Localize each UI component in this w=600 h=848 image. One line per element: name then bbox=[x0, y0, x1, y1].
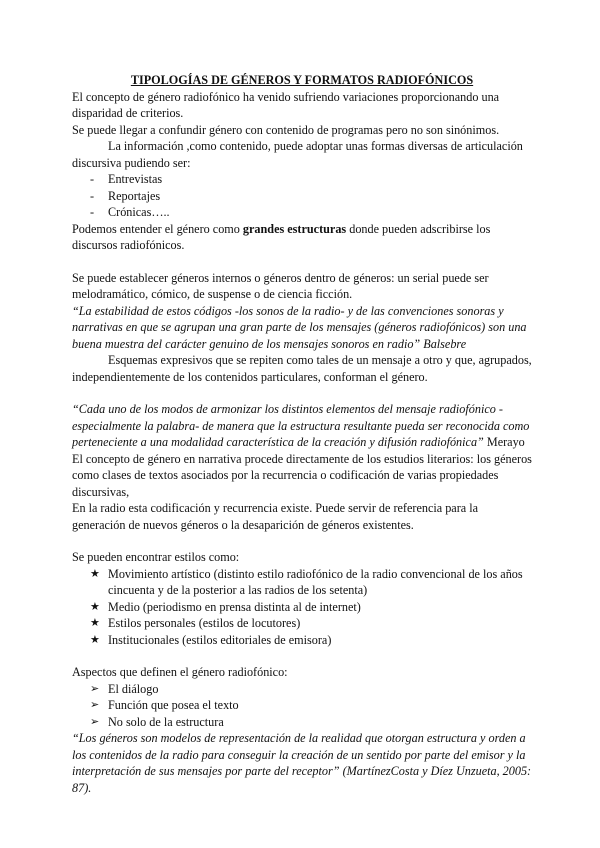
list-item: - Crónicas….. bbox=[90, 205, 170, 219]
list-item: - Reportajes bbox=[90, 188, 161, 203]
quote-martinez-costa: “Los géneros son modelos de representación de la realidad que otorgan estructura y orden a los contenidos de la radio para conseguir la creación de un sentido por parte del emisor y la interpretación de sus mensajes por parte del receptor” (MartínezCosta y Díez Unzueta, 2005: 87). bbox=[72, 731, 532, 795]
quote-balsebre: “La estabilidad de estos códigos -los sonos de la radio- y de las convenciones sonoras y narrativas en que se agrupan una gran parte de los mensajes (géneros radiofónicos) son una buena muestra del carácter genuino de los mensajes sonoros en radio” Balsebre bbox=[72, 303, 527, 351]
dash-marker: - bbox=[90, 172, 95, 186]
star-icon: ★ bbox=[90, 617, 100, 629]
document-page bbox=[72, 72, 532, 796]
page-title: TIPOLOGÍAS DE GÉNEROS Y FORMATOS RADIOFÓNICOS bbox=[130, 73, 474, 87]
arrow-icon: ➢ bbox=[90, 682, 100, 695]
arrow-icon: ➢ bbox=[90, 715, 100, 728]
list-item: - Entrevistas bbox=[90, 172, 163, 186]
arrow-icon: ➢ bbox=[90, 699, 100, 711]
paragraph-styles: Se pueden encontrar estilos como: bbox=[72, 550, 240, 564]
bold-term: grandes estructuras bbox=[242, 221, 347, 236]
list-item: ➢ Función que posea el texto bbox=[90, 698, 239, 712]
star-icon: ★ bbox=[90, 567, 100, 580]
paragraph-structures: Podemos entender el género como grandes estructuras donde pueden adscribirse los discursos radiofónicos. bbox=[72, 221, 491, 252]
list-item: ★ Estilos personales (estilos de locutores) bbox=[90, 616, 301, 630]
dash-marker: - bbox=[90, 188, 95, 203]
list-item: ★ Medio (periodismo en prensa distinta al de internet) bbox=[90, 599, 361, 614]
paragraph-information: La información ,como contenido, puede adoptar unas formas diversas de articulación discursiva pudiendo ser: bbox=[72, 139, 523, 170]
quote-merayo: “Cada uno de los modos de armonizar los distintos elementos del mensaje radiofónico -especialmente la palabra- de manera que la estructura resultante pueda ser reconocida como perteneciente a una modalidad característica de la creación y difusión radiofónica” Merayo bbox=[72, 402, 530, 449]
star-list bbox=[72, 566, 532, 649]
dash-marker: - bbox=[90, 205, 95, 219]
star-icon: ★ bbox=[90, 633, 100, 646]
paragraph-narrative: El concepto de género en narrativa procede directamente de los estudios literarios: los géneros como clases de textos asociados por la recurrencia o codificación de varias propiedades discursivas, bbox=[72, 451, 532, 499]
paragraph-intro: El concepto de género radiofónico ha venido sufriendo variaciones proporcionando una disparidad de criterios. bbox=[72, 89, 500, 120]
star-icon: ★ bbox=[90, 600, 100, 613]
paragraph-confusion: Se puede llegar a confundir género con contenido de programas pero no son sinónimos. bbox=[72, 122, 500, 137]
list-item: ➢ No solo de la estructura bbox=[90, 714, 224, 729]
paragraph-radio-coding: En la radio esta codificación y recurrencia existe. Puede servir de referencia para la generación de nuevos géneros o la desaparición de géneros existentes. bbox=[72, 501, 479, 532]
list-item: ★ Movimiento artístico (distinto estilo radiofónico de la radio convencional de los años cincuenta y de la posterior a las radios de los setenta) bbox=[90, 566, 523, 597]
paragraph-schemes: Esquemas expresivos que se repiten como tales de un mensaje a otro y que, agrupados, independientemente de los contenidos particulares, conforman el género. bbox=[72, 353, 532, 384]
paragraph-internal-genres: Se puede establecer géneros internos o géneros dentro de géneros: un serial puede ser melodramático, cómico, de suspense o de ciencia ficción. bbox=[72, 270, 489, 301]
arrow-list bbox=[72, 681, 532, 731]
list-item: ★ Institucionales (estilos editoriales de emisora) bbox=[90, 632, 332, 647]
dash-list bbox=[72, 171, 532, 221]
list-item: ➢ El diálogo bbox=[90, 681, 159, 696]
paragraph-aspects: Aspectos que definen el género radiofónico: bbox=[72, 665, 288, 679]
